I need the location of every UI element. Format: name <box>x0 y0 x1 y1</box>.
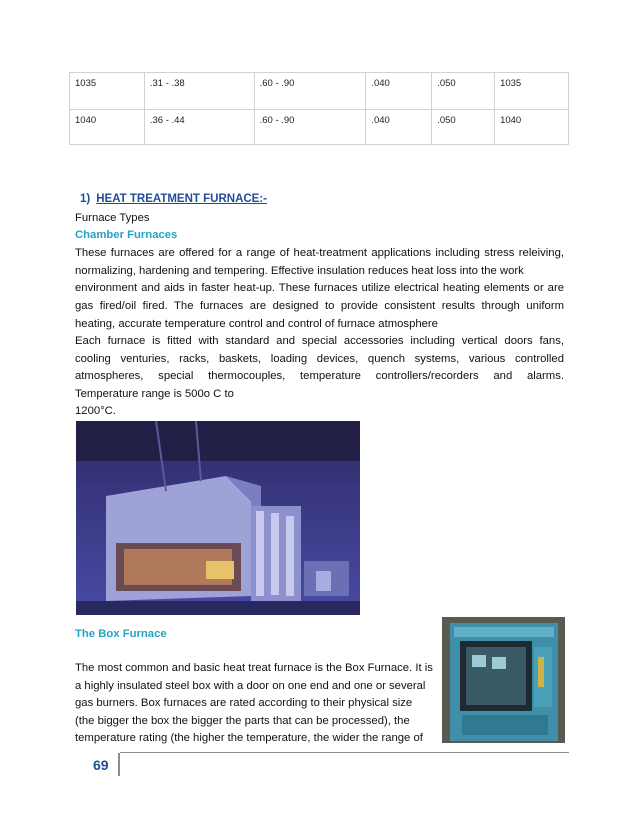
box-furnace-heading: The Box Furnace <box>75 628 167 640</box>
table-cell: 1035 <box>495 73 569 110</box>
paragraph-line: cooling venturies, racks, baskets, loading devices, quench systems, various controlled <box>75 353 564 365</box>
paragraph-line: atmospheres, special thermocouples, temperature controllers/recorders and alarms. <box>75 370 564 382</box>
chamber-furnace-photo <box>76 421 360 615</box>
table-cell: .60 - .90 <box>254 73 366 110</box>
section-number: 1) <box>80 193 91 205</box>
table-cell: .36 - .44 <box>144 110 254 145</box>
paragraph-line: environment and aids in faster heat-up. These furnaces utilize electrical heating elements or are <box>75 282 564 294</box>
table-cell: .050 <box>432 73 495 110</box>
box-furnace-photo <box>442 617 565 743</box>
table-cell: .60 - .90 <box>254 110 366 145</box>
paragraph-line: (the bigger the box the bigger the parts that can be processed), the <box>75 715 410 727</box>
table-cell: .040 <box>366 110 432 145</box>
paragraph-line: The most common and basic heat treat furnace is the Box Furnace. It is <box>75 662 433 674</box>
table-cell: 1035 <box>70 73 145 110</box>
page-number: 69 <box>93 757 109 773</box>
paragraph-line: gas fired/oil fired. The furnaces are designed to provide consistent results through uniform <box>75 300 564 312</box>
table-row <box>70 110 569 145</box>
furnace-types-label: Furnace Types <box>75 212 150 224</box>
paragraph-line: temperature rating (the higher the temperature, the wider the range of <box>75 732 423 744</box>
paragraph-line: These furnaces are offered for a range of heat-treatment applications including stress releiving, <box>75 247 564 259</box>
paragraph-line: a highly insulated steel box with a door on one end and one or several <box>75 680 426 692</box>
chamber-furnaces-heading: Chamber Furnaces <box>75 229 178 241</box>
paragraph-line: gas burners. Box furnaces are rated according to their physical size <box>75 697 413 709</box>
table-cell: .31 - .38 <box>144 73 254 110</box>
table-cell: .050 <box>432 110 495 145</box>
section-heading <box>80 193 267 205</box>
footer-divider <box>120 752 569 753</box>
footer-divider-vertical <box>118 753 120 776</box>
table-cell: 1040 <box>70 110 145 145</box>
paragraph-line: Each furnace is fitted with standard and special accessories including vertical doors fans, <box>75 335 564 347</box>
paragraph-line: Temperature range is 500o C to <box>75 388 234 400</box>
table-cell: .040 <box>366 73 432 110</box>
paragraph-line: 1200°C. <box>75 405 116 417</box>
paragraph-line: heating, accurate temperature control and control of furnace atmosphere <box>75 318 438 330</box>
table-cell: 1040 <box>495 110 569 145</box>
steel-spec-table <box>69 72 569 145</box>
table-row <box>70 73 569 110</box>
paragraph-line: normalizing, hardening and tempering. Effective insulation reduces heat loss into the work <box>75 265 524 277</box>
section-title: HEAT TREATMENT FURNACE:- <box>96 193 268 205</box>
